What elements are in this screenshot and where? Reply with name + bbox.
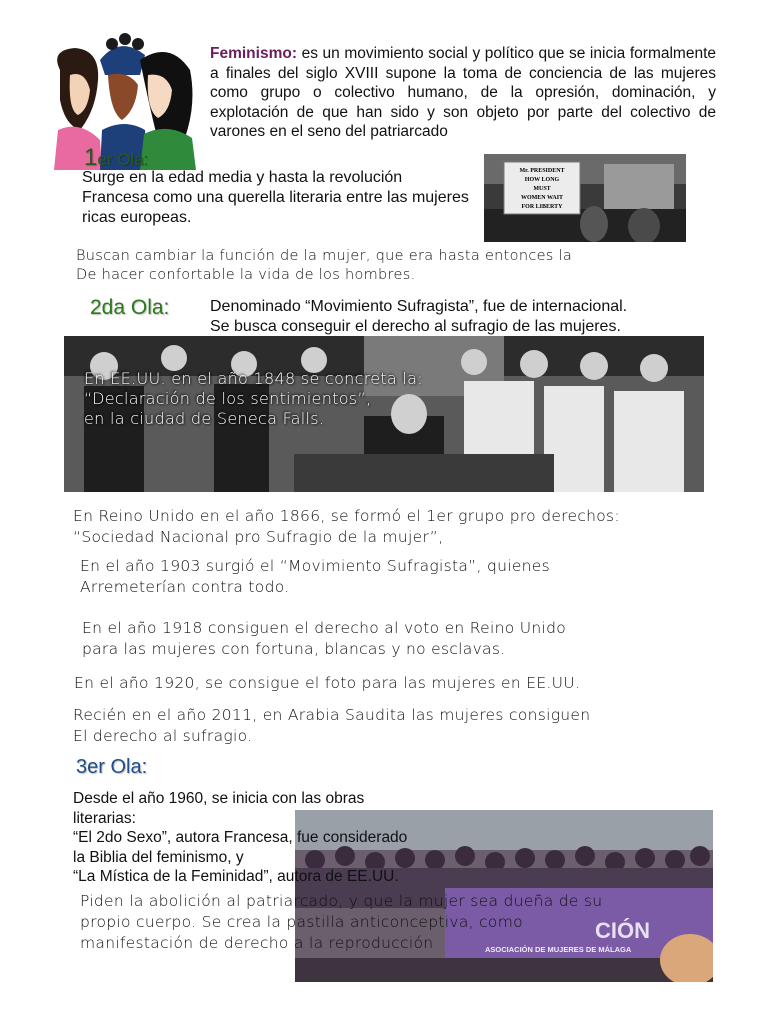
y1918-line2: para las mujeres con fortuna, blancas y no esclavas. [82,640,506,658]
sign-line2: HOW LONG [524,177,560,183]
sign-line4: WOMEN WAIT [520,195,564,201]
reino-unido-1866-text [73,506,733,548]
ola3-line3: “El 2do Sexo”, autora Francesa, fue considerado [73,829,408,846]
ola2-caption-line3: en la ciudad de Seneca Falls. [84,409,325,428]
intro-paragraph [210,44,716,142]
year-1903-text [80,556,680,598]
ola2-heading: 2da Ola: [90,296,170,319]
y1903-line2: Arremeterían contra todo. [80,578,290,596]
reino-line1: En Reino Unido en el año 1866, se formó el 1er grupo pro derechos: [73,507,620,525]
ola3-line2: literarias: [73,809,136,827]
ola3-description [73,789,493,887]
ola1-description: Surge en la edad media y hasta la revolución Francesa como una querella literaria entre las mujeres ricas europeas. [82,169,469,226]
reino-line2: “Sociedad Nacional pro Sufragio de la mujer”, [73,528,444,546]
year-1918-text [82,618,702,660]
banner-big-text: CIÓN [595,918,650,943]
sign-line1: Mr. PRESIDENT [519,168,565,174]
banner-association-text: ASOCIACIÓN DE MUJERES DE MÁLAGA [485,945,632,954]
ola2-caption-line2: “Declaración de los sentimientos”, [84,389,372,408]
feminismo-term: Feminismo: [210,45,297,62]
ola1-goal-line2: De hacer confortable la vida de los hombres. [76,267,416,283]
ola3-demands-text [80,891,700,954]
y2011-line2: El derecho al sufragio. [73,727,253,745]
y1918-line1: En el año 1918 consiguen el derecho al voto en Reino Unido [82,619,567,637]
piden-line3: manifestación de derecho a la reproducción [80,934,434,952]
ola3-line1: Desde el año 1960, se inicia con las obras [73,790,365,807]
ola1-heading-text: er Ola [97,150,144,169]
suffragette-sign-photo [484,154,686,242]
ola3-heading: 3er Ola: [76,756,148,778]
y2011-line1: Recién en el año 2011, en Arabia Saudita las mujeres consiguen [73,706,591,724]
ola1-goal-text [76,247,696,285]
ola2-caption-line1: En EE.UU. en el año 1848 se concreta la: [84,369,423,388]
ola1-heading-number: 1 [84,144,98,171]
ola2-line2: Se busca conseguir el derecho al sufragio de las mujeres. [210,318,621,335]
ola2-photo-caption [84,369,504,429]
year-1920-text: En el año 1920, se consigue el foto para las mujeres en EE.UU. [74,674,581,692]
ola2-line1: Denominado “Movimiento Sufragista”, fue de internacional. [210,298,628,315]
ola3-line4: la Biblia del feminismo, y [73,848,244,866]
sign-line3: MUST [533,186,551,192]
ola1-heading-colon: : [143,150,149,169]
ola3-line5: “La Mística de la Feminidad”, autora de EE.UU. [73,868,399,885]
sign-line5: FOR LIBERTY [521,204,563,210]
feminismo-definition: es un movimiento social y político que se inicia formalmente a finales del siglo XVIII supone la toma de conciencia de las mujeres como grupo o colectivo humano, de la opresión, dominación, y explotación de que han sido y son objeto por parte del colectivo de varones en el seno del patriarcado [210,45,716,140]
y1903-line1: En el año 1903 surgió el “Movimiento Sufragista”, quienes [80,557,550,575]
piden-line2: propio cuerpo. Se crea la pastilla anticonceptiva, como [80,913,523,931]
ola2-description [210,297,710,337]
piden-line1: Piden la abolición al patriarcado, y que la mujer sea dueña de su [80,892,603,910]
year-2011-text [73,705,713,747]
ola1-goal-line1: Buscan cambiar la función de la mujer, que era hasta entonces la [76,248,573,264]
